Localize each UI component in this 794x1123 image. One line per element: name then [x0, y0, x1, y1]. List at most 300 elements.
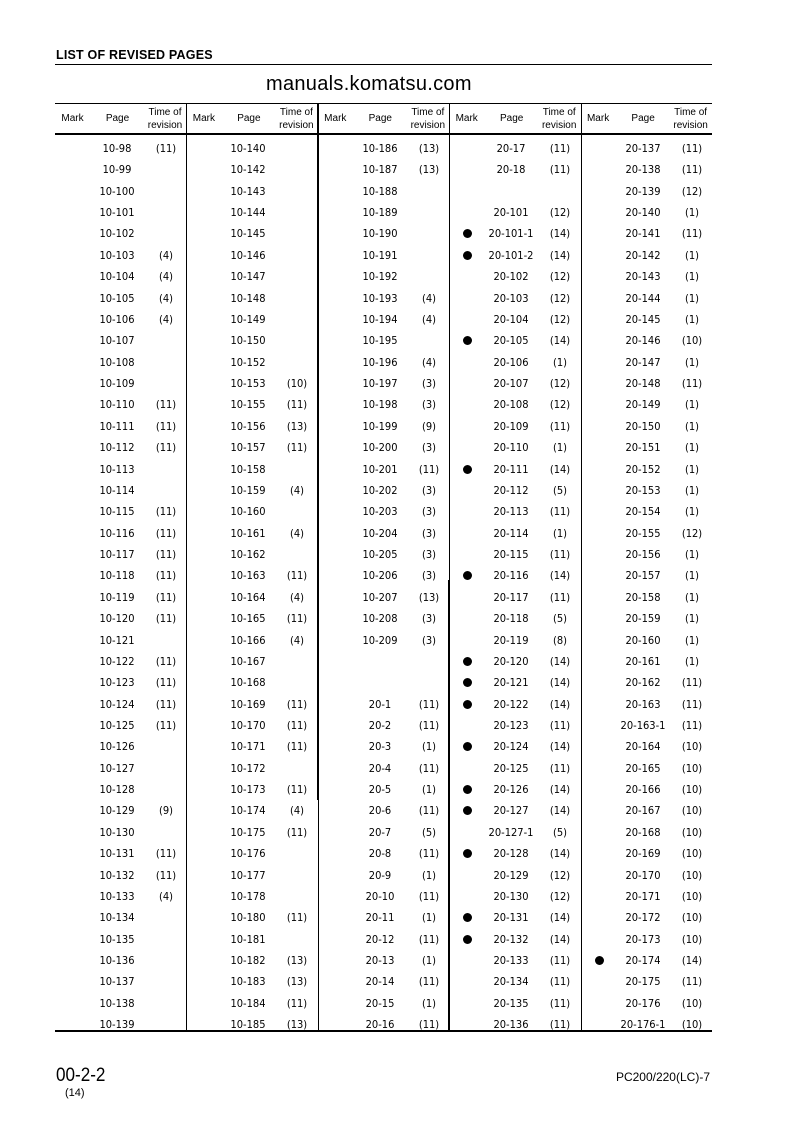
revision-time: (11) — [418, 1018, 439, 1032]
page-number: 20-159 — [625, 612, 661, 626]
page-number: 20-113 — [493, 505, 529, 519]
revision-time — [147, 993, 185, 1014]
page-number: 10-156 — [230, 419, 266, 433]
revision-time — [278, 223, 316, 244]
page-number: 20-161 — [625, 654, 661, 668]
revision-mark-icon — [463, 913, 472, 922]
page-number: 20-137 — [625, 142, 661, 155]
page-number: 20-105 — [493, 334, 529, 348]
group-divider — [186, 103, 187, 1032]
revision-time: (10) — [287, 377, 308, 391]
page-number: 20-123 — [493, 718, 529, 732]
page-number: 20-124 — [493, 740, 529, 754]
page-number: 10-206 — [362, 569, 398, 583]
page-number: 20-17 — [496, 142, 526, 155]
revision-time: (5) — [421, 825, 436, 839]
revision-time: (11) — [155, 505, 177, 519]
page-number: 20-9 — [368, 868, 392, 882]
page-number: 20-129 — [493, 868, 529, 882]
header-time: Time of revision — [410, 106, 446, 131]
revision-time: (11) — [550, 548, 571, 562]
revision-time: (12) — [550, 291, 571, 305]
revision-mark-icon — [463, 251, 472, 260]
revision-time — [278, 672, 316, 693]
page-number: 20-149 — [625, 398, 661, 412]
page-number: 20-128 — [493, 847, 529, 861]
page-number: 10-106 — [99, 312, 135, 326]
revision-time: (11) — [155, 142, 177, 155]
revision-time: (4) — [158, 248, 174, 262]
revision-time: (1) — [553, 526, 568, 540]
revision-time — [278, 886, 316, 907]
page-number: 20-143 — [625, 270, 661, 284]
page-number: 10-186 — [362, 142, 398, 155]
page-number: 20-156 — [625, 548, 661, 562]
revision-mark-icon — [463, 935, 472, 944]
page-number: 10-208 — [362, 612, 398, 626]
page-number: 20-130 — [493, 889, 529, 903]
revision-time: (11) — [418, 847, 439, 861]
page-number: 10-194 — [362, 312, 398, 326]
page-number: 10-164 — [230, 590, 266, 604]
revision-time: (1) — [684, 633, 699, 647]
page-number: 10-137 — [99, 975, 135, 989]
page-number: 10-159 — [230, 483, 266, 497]
page-number: 10-205 — [362, 548, 398, 562]
page-number: 20-146 — [625, 334, 661, 348]
revision-time: (11) — [287, 740, 308, 754]
page-number: 10-197 — [362, 377, 398, 391]
revision-time: (10) — [681, 889, 702, 903]
page-number: 20-120 — [493, 654, 529, 668]
page-number: 10-195 — [362, 334, 398, 348]
revision-time: (11) — [155, 847, 177, 861]
revision-time: (4) — [290, 804, 305, 818]
revision-time: (11) — [681, 227, 702, 241]
page-number: 20-176 — [625, 996, 661, 1010]
revision-time: (14) — [550, 932, 571, 946]
page-number: 10-149 — [230, 312, 266, 326]
revision-time: (14) — [550, 569, 571, 583]
revision-time: (3) — [421, 483, 436, 497]
revision-mark-icon — [463, 700, 472, 709]
page-number: 20-6 — [368, 804, 392, 818]
revision-time: (5) — [553, 612, 568, 626]
revision-time: (1) — [421, 996, 436, 1010]
revision-mark-icon — [463, 806, 472, 815]
page-number: 10-134 — [99, 911, 135, 925]
page-number: 10-170 — [230, 718, 266, 732]
header-time: Time of revision — [541, 106, 577, 131]
revision-time: (5) — [553, 483, 568, 497]
page-number: 20-150 — [625, 419, 661, 433]
revision-time: (11) — [155, 419, 177, 433]
revision-time: (12) — [550, 398, 571, 412]
page-number: 20-10 — [365, 889, 395, 903]
revision-time: (12) — [681, 184, 702, 198]
page-number: 20-101 — [493, 206, 529, 220]
revision-time — [278, 309, 316, 330]
revision-time: (14) — [550, 804, 571, 818]
page-number: 10-150 — [230, 334, 266, 348]
revision-mark-icon — [463, 785, 472, 794]
page-number: 10-142 — [230, 163, 266, 177]
revision-mark-icon — [463, 229, 472, 238]
header-mark: Mark — [61, 113, 84, 124]
page-number: 20-107 — [493, 377, 529, 391]
revision-time: (1) — [684, 548, 699, 562]
revision-time: (11) — [681, 697, 702, 711]
page-number: 20-122 — [493, 697, 529, 711]
header-mark: Mark — [586, 113, 610, 124]
revision-time: (11) — [287, 612, 308, 626]
revision-time: (11) — [155, 654, 177, 668]
header-page: Page — [631, 113, 655, 124]
page-number: 10-187 — [362, 163, 398, 177]
page-number: 20-141 — [625, 227, 661, 241]
page-number: 10-200 — [362, 441, 398, 455]
page-number: 10-133 — [99, 889, 135, 903]
revision-time — [278, 202, 316, 223]
revision-time: (12) — [550, 270, 571, 284]
page-number: 20-12 — [365, 932, 395, 946]
revision-time: (1) — [684, 355, 699, 369]
revision-time — [410, 223, 448, 244]
page-number — [354, 651, 406, 672]
revision-time: (10) — [681, 761, 702, 775]
page-number: 20-110 — [493, 441, 529, 455]
revision-time: (1) — [421, 911, 436, 925]
page-number: 10-161 — [230, 526, 266, 540]
revision-time: (11) — [418, 804, 439, 818]
page-number: 10-153 — [230, 377, 266, 391]
revision-time: (10) — [681, 911, 702, 925]
page-number: 10-117 — [99, 548, 135, 562]
revision-time — [147, 822, 185, 843]
page-number: 10-146 — [230, 248, 266, 262]
watermark: manuals.komatsu.com — [266, 73, 472, 95]
page-number: 20-174 — [625, 954, 661, 968]
page-number: 10-167 — [230, 654, 266, 668]
page-number: 10-175 — [230, 825, 266, 839]
page-number: 20-101-1 — [488, 227, 534, 241]
revision-time — [410, 245, 448, 266]
page-number: 20-160 — [625, 633, 661, 647]
page-number: 20-126 — [493, 783, 529, 797]
page-number: 20-5 — [368, 783, 392, 797]
revision-time: (1) — [684, 441, 699, 455]
revision-time: (3) — [421, 377, 436, 391]
revision-time: (1) — [421, 954, 436, 968]
page-number: 10-202 — [362, 483, 398, 497]
revision-time — [278, 352, 316, 373]
revision-time: (13) — [418, 142, 439, 155]
page-number: 20-15 — [365, 996, 395, 1010]
revision-time — [410, 330, 448, 351]
revision-time: (11) — [681, 718, 702, 732]
revision-time: (11) — [155, 612, 177, 626]
page-number: 20-166 — [625, 783, 661, 797]
revision-time: (14) — [550, 248, 571, 262]
page-number: 10-199 — [362, 419, 398, 433]
revision-mark-icon — [463, 657, 472, 666]
revision-time: (3) — [421, 526, 436, 540]
revision-time: (1) — [421, 868, 436, 882]
revision-time: (13) — [287, 419, 308, 433]
title-rule — [55, 64, 712, 65]
revision-time: (1) — [684, 291, 699, 305]
page-number: 10-180 — [230, 911, 266, 925]
page-number: 20-118 — [493, 612, 529, 626]
revision-time: (4) — [290, 590, 305, 604]
revision-mark-icon — [595, 956, 604, 965]
page-number: 20-115 — [493, 548, 529, 562]
revision-time — [278, 929, 316, 950]
revision-time — [147, 950, 185, 971]
page-number: 10-109 — [99, 377, 135, 391]
revision-time: (11) — [287, 783, 308, 797]
page-number: 20-103 — [493, 291, 529, 305]
revision-time: (1) — [684, 612, 699, 626]
revision-time: (8) — [553, 633, 568, 647]
revision-time: (1) — [684, 569, 699, 583]
page-number: 20-168 — [625, 825, 661, 839]
revision-time: (14) — [550, 462, 571, 476]
revision-time: (11) — [287, 911, 308, 925]
revision-time: (1) — [421, 740, 436, 754]
revision-time: (10) — [681, 825, 702, 839]
page-number: 20-148 — [625, 377, 661, 391]
revision-time: (14) — [550, 676, 571, 690]
page-number: 10-155 — [230, 398, 266, 412]
page-number: 20-112 — [493, 483, 529, 497]
page-number: 10-123 — [99, 676, 135, 690]
revision-time: (1) — [553, 355, 568, 369]
page-number: 20-111 — [493, 462, 529, 476]
revision-time: (1) — [684, 312, 699, 326]
revision-time — [147, 1014, 185, 1035]
revision-time: (11) — [418, 975, 439, 989]
page-number: 10-101 — [99, 206, 135, 220]
revision-time: (11) — [550, 718, 571, 732]
revision-time: (11) — [681, 676, 702, 690]
revision-time: (11) — [155, 697, 177, 711]
page-number: 10-122 — [99, 654, 135, 668]
revision-time: (14) — [550, 783, 571, 797]
page-number: 10-102 — [99, 227, 135, 241]
revision-time: (11) — [155, 441, 177, 455]
header-page: Page — [368, 113, 392, 124]
page-number: 10-147 — [230, 270, 266, 284]
page-number: 10-168 — [230, 676, 266, 690]
page-number: 20-144 — [625, 291, 661, 305]
revision-time — [278, 651, 316, 672]
revision-time: (12) — [681, 526, 702, 540]
revision-time: (1) — [684, 483, 699, 497]
page-number: 10-121 — [99, 633, 135, 647]
revision-time: (11) — [550, 996, 571, 1010]
revision-time: (9) — [158, 804, 174, 818]
revision-time: (11) — [287, 569, 308, 583]
revision-time: (4) — [290, 483, 305, 497]
revision-time: (5) — [553, 825, 568, 839]
revision-time — [147, 330, 185, 351]
revision-time — [147, 779, 185, 800]
page-number: 10-191 — [362, 248, 398, 262]
group-divider-thick — [448, 580, 450, 1032]
revision-time: (10) — [681, 740, 702, 754]
revision-time — [147, 929, 185, 950]
revision-time: (11) — [155, 548, 177, 562]
revision-time: (4) — [290, 526, 305, 540]
revision-time — [147, 352, 185, 373]
revision-mark-icon — [463, 571, 472, 580]
page-number: 20-136 — [493, 1018, 529, 1032]
revision-time: (3) — [421, 548, 436, 562]
page-number: 10-113 — [99, 462, 135, 476]
page-number: 20-2 — [368, 718, 392, 732]
revision-time: (11) — [418, 697, 439, 711]
model-name: PC200/220(LC)-7 — [615, 1070, 710, 1084]
revision-time — [278, 159, 316, 180]
page-number: 20-170 — [625, 868, 661, 882]
revision-time: (10) — [681, 996, 702, 1010]
page-number: 20-162 — [625, 676, 661, 690]
page-number: 10-207 — [362, 590, 398, 604]
page-number: 20-8 — [368, 847, 392, 861]
revision-time: (11) — [418, 718, 439, 732]
revision-time: (11) — [155, 398, 177, 412]
revision-time: (10) — [681, 804, 702, 818]
page-number: 20-131 — [493, 911, 529, 925]
page-number: 20-176-1 — [620, 1018, 666, 1032]
page-number: 20-109 — [493, 419, 529, 433]
page-number: 10-177 — [230, 868, 266, 882]
page-number: 20-14 — [365, 975, 395, 989]
revision-time — [410, 266, 448, 287]
revision-time: (1) — [684, 419, 699, 433]
revision-time: (11) — [550, 419, 571, 433]
page-number: 10-118 — [99, 569, 135, 583]
page-title: LIST OF REVISED PAGES — [56, 48, 213, 62]
revision-time: (1) — [684, 270, 699, 284]
revision-time: (10) — [681, 868, 702, 882]
revision-time: (9) — [421, 419, 436, 433]
revision-time: (11) — [550, 954, 571, 968]
page-number: 20-13 — [365, 954, 395, 968]
revision-time: (13) — [287, 975, 308, 989]
revision-time — [278, 758, 316, 779]
page-number: 20-127-1 — [488, 825, 534, 839]
revision-time: (3) — [421, 505, 436, 519]
revision-time: (11) — [550, 142, 571, 155]
page-number: 10-171 — [230, 740, 266, 754]
revision-time: (4) — [421, 312, 436, 326]
page-number: 10-185 — [230, 1018, 266, 1032]
header-page: Page — [500, 113, 524, 124]
revision-time: (11) — [155, 868, 177, 882]
page-number: 20-134 — [493, 975, 529, 989]
page-number: 20-16 — [365, 1018, 395, 1032]
revision-time — [147, 630, 185, 651]
page-number: 20-152 — [625, 462, 661, 476]
revision-time: (14) — [550, 911, 571, 925]
page-number: 20-151 — [625, 441, 661, 455]
page-number: 10-130 — [99, 825, 135, 839]
revision-time: (11) — [550, 1018, 571, 1032]
revision-time: (11) — [155, 676, 177, 690]
page-number: 20-145 — [625, 312, 661, 326]
page-number: 10-172 — [230, 761, 266, 775]
group-divider — [581, 103, 582, 1032]
revision-time — [147, 373, 185, 394]
revision-time — [147, 459, 185, 480]
page-number: 10-144 — [230, 206, 266, 220]
page-number: 10-169 — [230, 697, 266, 711]
revision-time: (11) — [418, 462, 439, 476]
revision-time — [147, 181, 185, 202]
page-number: 10-160 — [230, 505, 266, 519]
header-mark: Mark — [455, 113, 478, 124]
revision-time — [278, 266, 316, 287]
page-number: 20-154 — [625, 505, 661, 519]
revision-time — [147, 223, 185, 244]
revision-time: (12) — [550, 206, 571, 220]
revision-time: (1) — [684, 248, 699, 262]
revision-time — [410, 181, 448, 202]
revision-time: (13) — [418, 163, 439, 177]
revision-time: (11) — [550, 505, 571, 519]
page-number: 10-110 — [99, 398, 135, 412]
revision-time: (12) — [550, 312, 571, 326]
revision-time: (4) — [290, 633, 305, 647]
page-number: 20-175 — [625, 975, 661, 989]
page-number: 10-138 — [99, 996, 135, 1010]
page-number: 20-157 — [625, 569, 661, 583]
page-number: 10-158 — [230, 462, 266, 476]
revision-time: (3) — [421, 569, 436, 583]
page-number: 20-106 — [493, 355, 529, 369]
page-number: 20-1 — [368, 697, 392, 711]
revision-number: (14) — [65, 1087, 85, 1099]
page-number: 20-133 — [493, 954, 529, 968]
page-number: 10-190 — [362, 227, 398, 241]
page-number — [354, 672, 406, 693]
revision-time: (4) — [158, 312, 174, 326]
revision-time: (13) — [287, 954, 308, 968]
revision-time: (11) — [287, 996, 308, 1010]
revision-time: (11) — [550, 761, 571, 775]
page-number: 10-115 — [99, 505, 135, 519]
revision-mark-icon — [463, 465, 472, 474]
page-number: 20-102 — [493, 270, 529, 284]
revision-time — [147, 907, 185, 928]
page-number: 10-108 — [99, 355, 135, 369]
revision-time — [147, 758, 185, 779]
page-number: 10-99 — [102, 163, 132, 177]
revision-time: (1) — [684, 590, 699, 604]
header-mark: Mark — [192, 113, 215, 124]
revision-mark-icon — [463, 678, 472, 687]
page-number: 10-126 — [99, 740, 135, 754]
revision-time — [278, 330, 316, 351]
page-number: 10-139 — [99, 1018, 135, 1032]
page-number: 10-209 — [362, 633, 398, 647]
page-number: 20-135 — [493, 996, 529, 1010]
revision-time: (1) — [684, 654, 699, 668]
revision-time — [278, 459, 316, 480]
page-number: 10-120 — [99, 612, 135, 626]
